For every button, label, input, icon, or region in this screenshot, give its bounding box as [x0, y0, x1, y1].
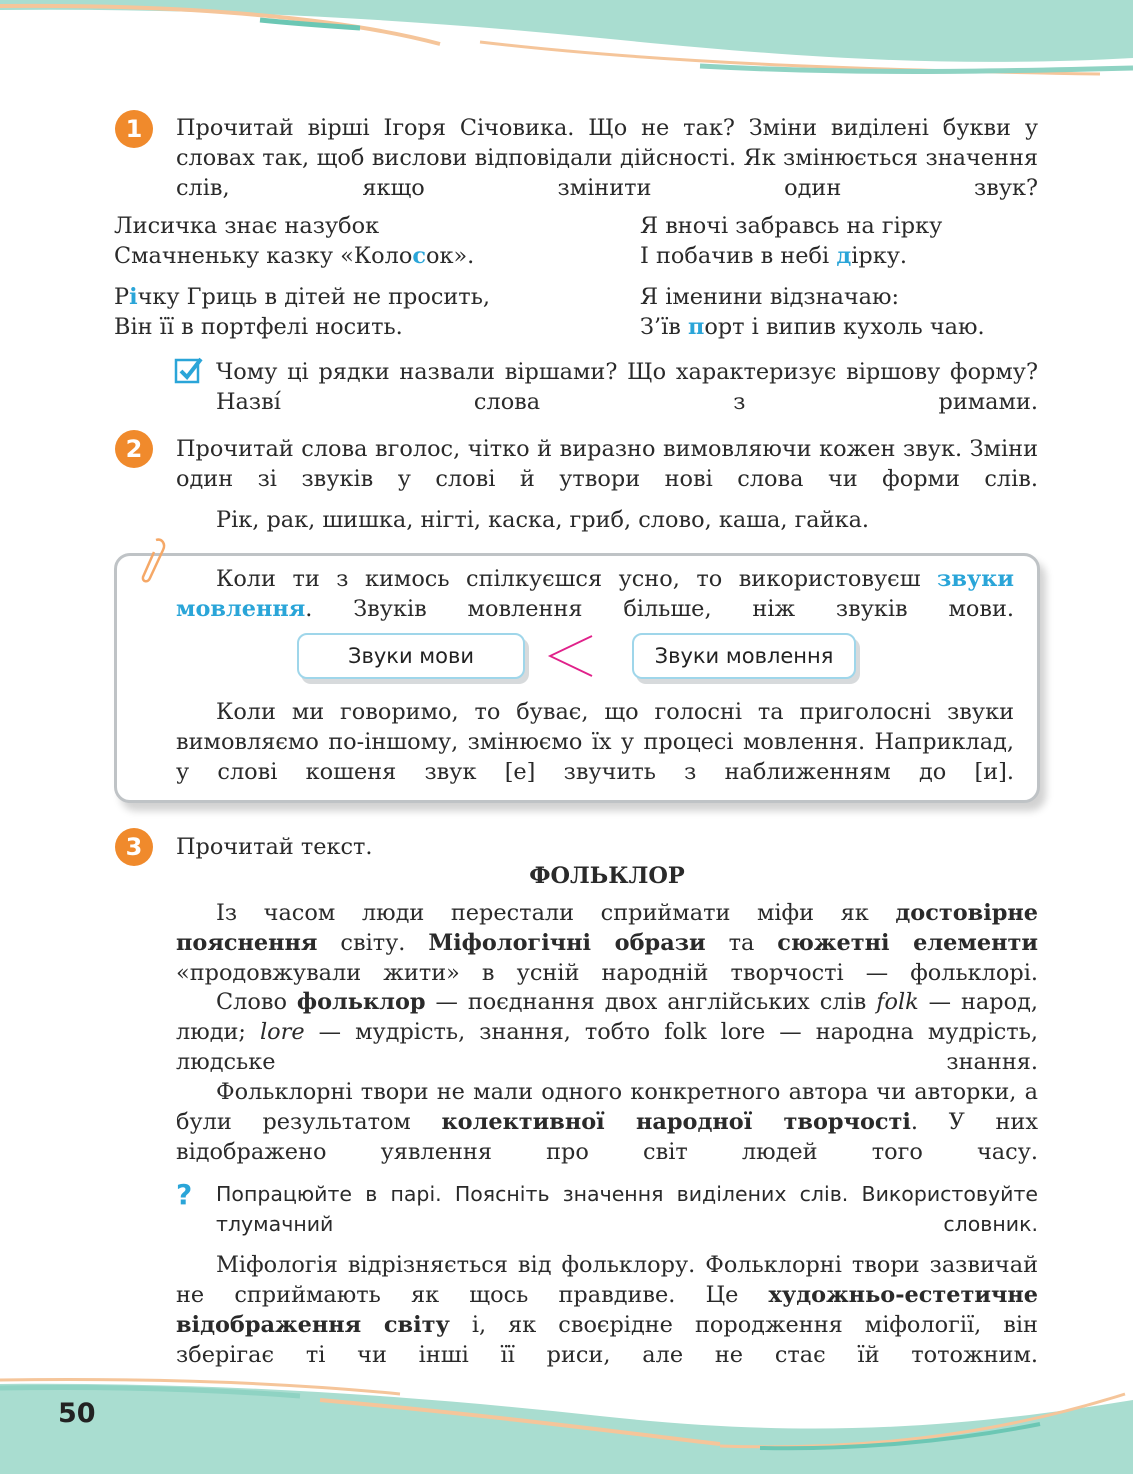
task2-words: Рік, рак, шишка, нігті, каска, гриб, слово, каша, гайка. [216, 507, 870, 533]
task-number-badge: 1 [115, 110, 153, 148]
task3-instruction: Прочитай текст. [176, 834, 373, 860]
poem-2: Я вночі забравсь на гірку І побачив в небі дірку. [640, 213, 943, 269]
text-title: ФОЛЬКЛОР [529, 863, 685, 889]
text-paragraph-1: Із часом люди перестали сприймати міфи як достовірне пояснення світу. Міфологічні образи та сюжетні елементи «продовжували жити» в усній народній творчості — фольклорі. [176, 900, 1038, 986]
less-than-icon [546, 634, 596, 678]
text-paragraph-4: Міфологія відрізняється від фольклору. Фольклорні твори зазвичай не сприймають як щось правдиве. Це художньо-естетичне відображення світу і, як своєрідне породження міфології, він зберігає ті чи інші її риси, але не стає їй тотожним. [176, 1252, 1038, 1368]
paperclip-icon [136, 536, 170, 588]
comparison-less-than-sign [546, 634, 596, 678]
task-number-badge: 3 [115, 828, 153, 866]
poem-4: Я іменини відзначаю: З’їв порт і випив кухоль чаю. [640, 284, 985, 340]
sounds-of-language-label: Звуки мови [297, 633, 525, 679]
pair-work-task: Попрацюйте в парі. Поясніть значення виділених слів. Використовуйте тлумачний словник. [216, 1182, 1038, 1236]
task1-instruction: Прочитай вірші Ігоря Січовика. Що не так? Зміни виділені букви у словах так, щоб вислови відповідали дійсності. Як змінюється значення слів, якщо змінити один звук? [176, 115, 1038, 201]
speech-sounds-label: Звуки мовлення [632, 633, 856, 679]
question-mark-icon: ? [176, 1178, 193, 1211]
checkbox-check-icon [174, 356, 204, 386]
task-number-badge: 2 [115, 430, 153, 468]
info-para-2: Коли ми говоримо, то буває, що голосні та приголосні звуки вимовляємо по-іншому, змінюємо їх у процесі мовлення. Наприклад, у слові кошеня звук [е] звучить з наближенням до [и]. [176, 699, 1014, 785]
text-paragraph-3: Фольклорні твори не мали одного конкретного автора чи авторки, а були результатом колективної народної творчості. У них відображено уявлення про світ людей того часу. [176, 1079, 1038, 1165]
poem-3: Річку Гриць в дітей не просить, Він її в портфелі носить. [114, 284, 491, 340]
bottom-decoration [0, 1372, 1133, 1474]
text-paragraph-2: Слово фольклор — поєднання двох англійських слів folk — народ, люди; lore — мудрість, знання, тобто folk lore — народна мудрість, людське знання. [176, 989, 1038, 1075]
top-decoration [0, 0, 1133, 90]
task2-instruction: Прочитай слова вголос, чітко й виразно вимовляючи кожен звук. Зміни один зі звуків у слові й утвори нові слова чи форми слів. [176, 436, 1038, 492]
task1-check-question: Чому ці рядки назвали віршами? Що характеризує віршову форму? Назві́ слова з римами. [216, 359, 1038, 415]
info-para-1: Коли ти з кимось спілкуєшся усно, то використовуєш звуки мовлення. Звуків мовлення більше, ніж звуків мови. [176, 566, 1014, 622]
page-number: 50 [58, 1398, 96, 1429]
poem-1: Лисичка знає назубок Смачненьку казку «Колосок». [114, 213, 475, 269]
